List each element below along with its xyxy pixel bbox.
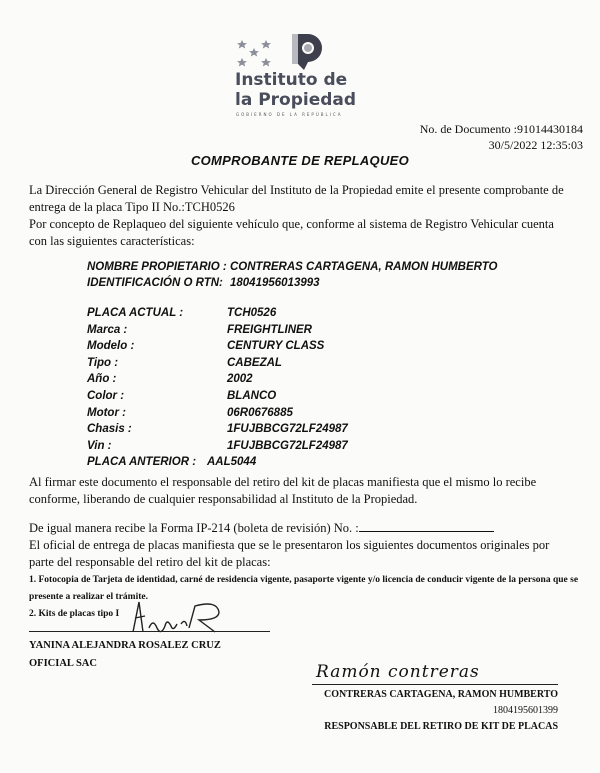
recipient-block: [324, 687, 558, 735]
owner-id-value: 18041956013993: [230, 277, 320, 289]
vehicle-field-label: Tipo :: [87, 356, 119, 369]
owner-id-label: IDENTIFICACIÓN O RTN:: [87, 277, 223, 289]
vehicle-field-value: CENTURY CLASS: [227, 340, 325, 353]
vehicle-field-label: Vin :: [87, 439, 112, 452]
owner-name-value: CONTRERAS CARTAGENA, RAMON HUMBERTO: [230, 261, 498, 273]
officer-name: YANINA ALEJANDRA ROSALEZ CRUZ: [29, 640, 221, 651]
form-number-blank: [359, 519, 494, 532]
star-icon: [261, 40, 271, 49]
vehicle-field-label: Marca :: [87, 323, 128, 336]
document-number-label: No. de Documento :: [419, 122, 517, 136]
officer-signature-line: [29, 631, 270, 632]
intro-line: La Dirección General de Registro Vehicular del Instituto de la Propiedad emite el presente comprobante de: [29, 183, 564, 197]
vehicle-field-value: CABEZAL: [227, 356, 282, 369]
document-datetime: 30/5/2022 12:35:03: [488, 138, 583, 152]
recipient-role: RESPONSABLE DEL RETIRO DE KIT DE PLACAS: [324, 721, 558, 732]
institution-logo: [232, 28, 372, 128]
vehicle-field-label: Modelo :: [87, 340, 135, 353]
vehicle-field-value: AAL5044: [207, 456, 257, 469]
vehicle-field-label: Color :: [87, 390, 125, 402]
form-line: parte del responsable del retiro del kit de placas:: [29, 555, 271, 569]
document-item: presente a realizar el trámite.: [29, 592, 148, 602]
intro-paragraph: [29, 182, 589, 250]
form-line: El oficial de entrega de placas manifiesta que se le presentaron los siguientes documentos originales por: [29, 538, 550, 552]
recipient-id: 1804195601399: [493, 705, 558, 716]
star-icon: [237, 40, 247, 49]
star-icon: [261, 58, 271, 67]
vehicle-field-label: PLACA ACTUAL :: [87, 307, 184, 319]
vehicle-field-label: PLACA ANTERIOR :: [87, 456, 197, 469]
disclaimer-line: Al firmar este documento el responsable del retiro del kit de placas manifiesta que el mismo lo recibe: [29, 475, 537, 489]
officer-block: [29, 637, 221, 673]
vehicle-field-value: 1FUJBBCG72LF24987: [227, 439, 348, 452]
vehicle-field-value: 1FUJBBCG72LF24987: [227, 423, 348, 436]
officer-signature: [125, 598, 245, 638]
vehicle-field-label: Motor :: [87, 406, 126, 419]
vehicle-details: [87, 307, 487, 477]
logo-line2: la Propiedad: [235, 90, 357, 110]
disclaimer-paragraph: [29, 474, 589, 508]
recipient-signature: Ramón contreras: [316, 662, 480, 682]
intro-line: Por concepto de Replaqueo del siguiente vehículo que, conforme al sistema de Registro Vehicular cuenta: [29, 217, 554, 231]
document-meta: [420, 121, 583, 153]
document-item: 1. Fotocopia de Tarjeta de identidad, carné de residencia vigente, pasaporte vigente y/o licencia de conducir vigente de la persona que se: [29, 575, 579, 585]
vehicle-field-value: FREIGHTLINER: [227, 323, 312, 336]
vehicle-field-value: BLANCO: [227, 390, 277, 402]
star-icon: [237, 58, 247, 67]
disclaimer-line: conforme, liberando de cualquier responsabilidad al Instituto de la Propiedad.: [29, 492, 418, 506]
form-line: De igual manera recibe la Forma IP-214 (boleta de revisión) No. :: [29, 521, 359, 535]
document-title: COMPROBANTE DE REPLAQUEO: [190, 153, 410, 168]
vehicle-field-label: Chasis :: [87, 423, 132, 436]
recipient-name: CONTRERAS CARTAGENA, RAMON HUMBERTO: [324, 689, 558, 700]
owner-name-label: NOMBRE PROPIETARIO :: [87, 261, 227, 273]
document-number: 91014430184: [517, 122, 583, 136]
logo-line1: Instituto de: [235, 70, 348, 90]
intro-line: con las siguientes características:: [29, 234, 195, 248]
intro-line: entrega de la placa Tipo II No.:TCH0526: [29, 200, 235, 214]
documents-list: [29, 572, 599, 623]
logo-mark-icon: [232, 28, 372, 73]
document-item: 2. Kits de placas tipo I: [29, 609, 120, 619]
logo-tagline: GOBIERNO DE LA REPÚBLICA: [236, 112, 343, 117]
owner-section: [87, 261, 567, 297]
vehicle-field-label: Año :: [87, 373, 117, 386]
form-paragraph: [29, 519, 589, 571]
vehicle-field-value: 2002: [227, 373, 253, 386]
star-icon: [249, 48, 259, 57]
vehicle-field-value: 06R0676885: [227, 406, 293, 419]
vehicle-field-value: TCH0526: [227, 307, 277, 319]
recipient-signature-line: [312, 684, 558, 685]
officer-title: OFICIAL SAC: [29, 658, 97, 669]
